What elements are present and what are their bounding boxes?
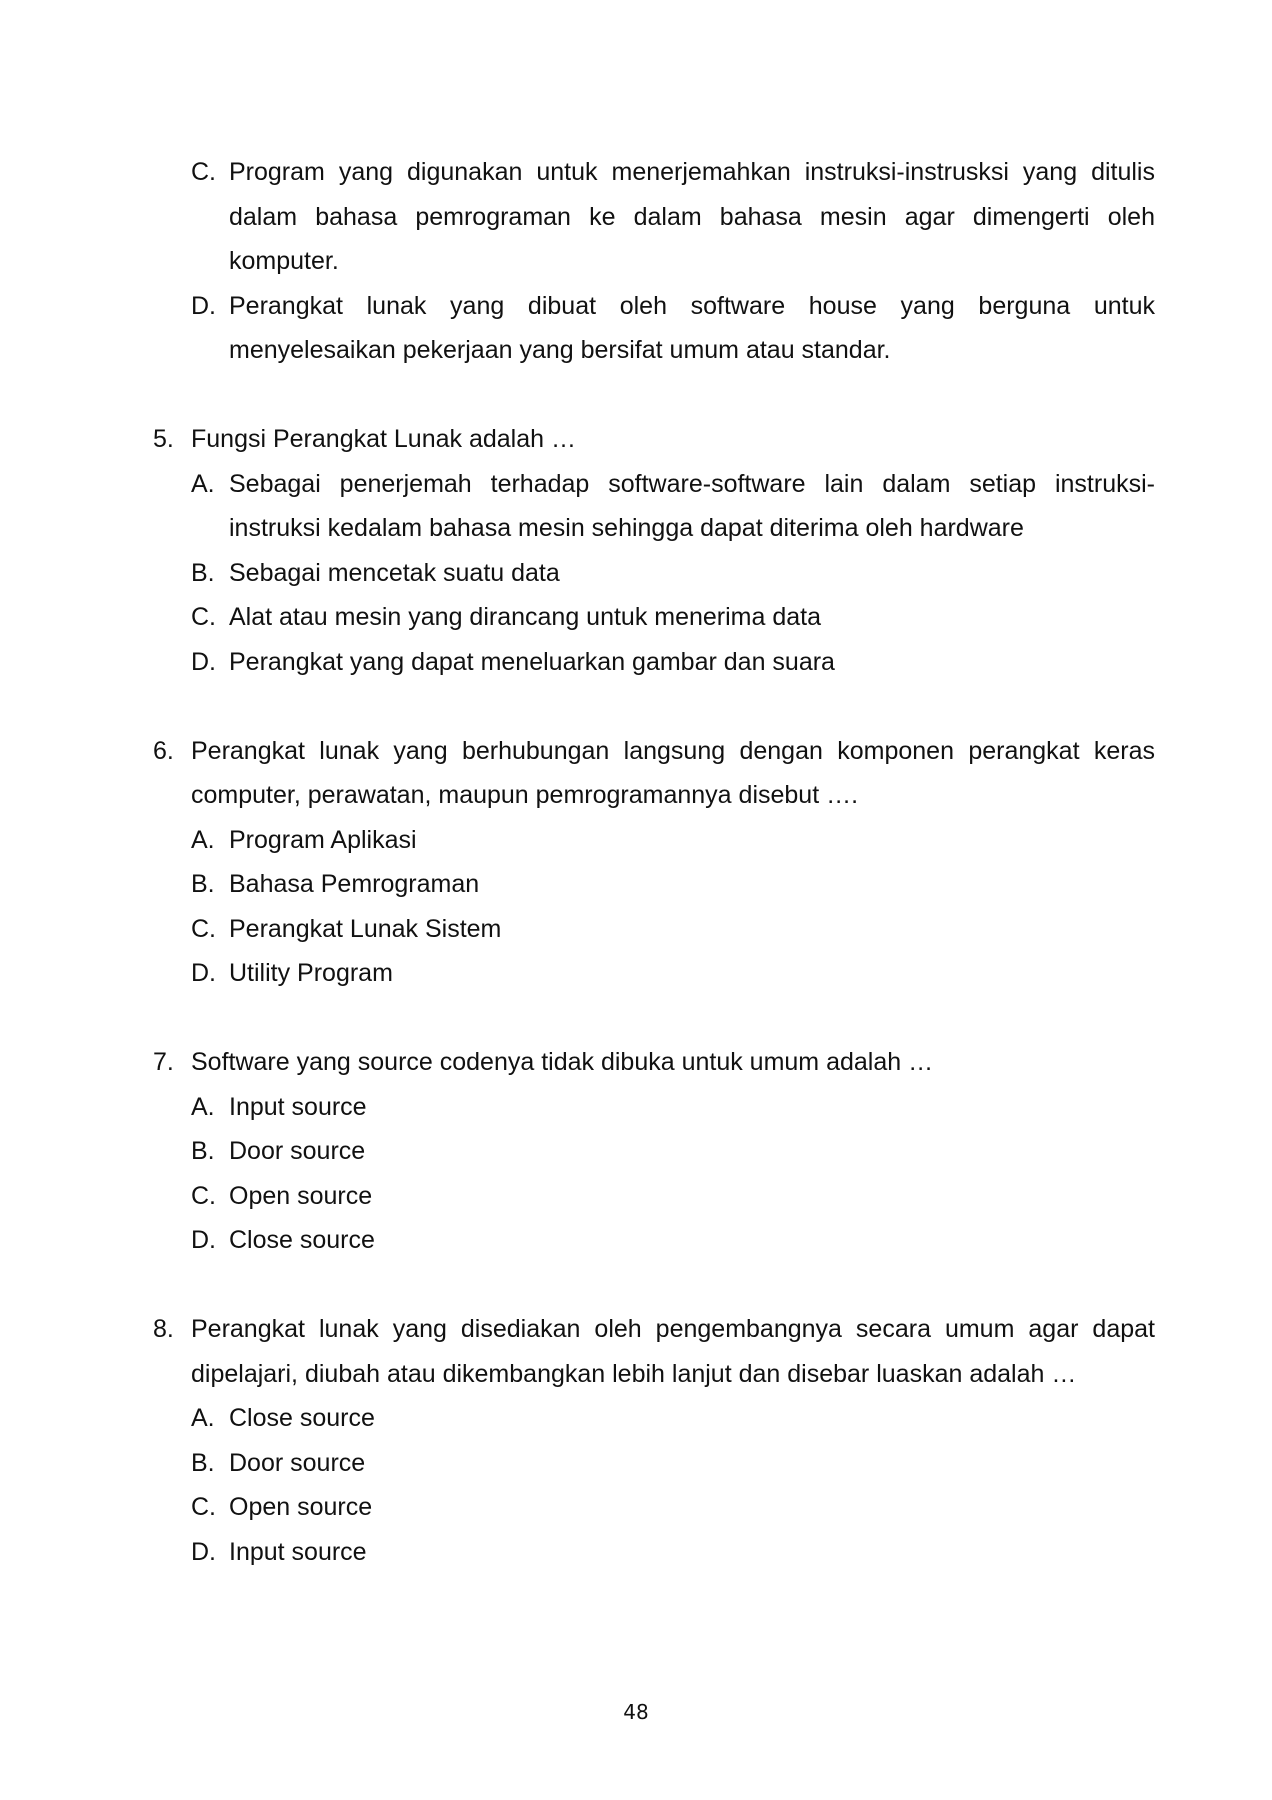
- option-letter: D.: [191, 959, 216, 987]
- option-text: Input source: [229, 1537, 367, 1566]
- question-number: 8.: [153, 1315, 174, 1343]
- question-number: 7.: [153, 1048, 174, 1076]
- option-letter: A.: [191, 1404, 215, 1432]
- question-text: Perangkat lunak yang disediakan oleh pengembangnya secara umum agar dapat dipelajari, diubah atau dikembangkan lebih lanjut dan disebar luaskan adalah …: [191, 1315, 1155, 1388]
- option-prev-d: [153, 284, 1155, 373]
- option-text: Alat atau mesin yang dirancang untuk menerima data: [229, 603, 822, 631]
- option-letter: B.: [191, 1448, 215, 1477]
- option-text: Close source: [229, 1226, 375, 1254]
- option-text: Sebagai mencetak suatu data: [229, 558, 560, 587]
- page-number: 48: [623, 1700, 649, 1724]
- option-8a: [153, 1396, 1155, 1441]
- question-number: 6.: [153, 736, 174, 765]
- option-prev-c: [153, 150, 1155, 284]
- option-letter: D.: [191, 1226, 216, 1254]
- option-letter: C.: [191, 1493, 216, 1521]
- option-text: Input source: [229, 1092, 367, 1121]
- option-letter: C.: [191, 603, 216, 631]
- option-letter: A.: [191, 825, 215, 854]
- question-text: Perangkat lunak yang berhubungan langsung dengan komponen perangkat keras computer, perawatan, maupun pemrogramannya disebut ….: [191, 736, 1155, 809]
- option-text: Open source: [229, 1493, 373, 1521]
- option-text: Open source: [229, 1181, 373, 1210]
- option-8b: [153, 1441, 1155, 1486]
- option-text: Utility Program: [229, 959, 393, 987]
- question-text: Fungsi Perangkat Lunak adalah …: [191, 425, 576, 453]
- page-content: [153, 150, 1155, 1574]
- option-6d: [153, 951, 1155, 996]
- option-5a: [153, 462, 1155, 551]
- option-text: Close source: [229, 1404, 375, 1432]
- option-text: Door source: [229, 1448, 366, 1477]
- question-8: [153, 1307, 1155, 1396]
- option-5c: [153, 595, 1155, 640]
- option-text: Bahasa Pemrograman: [229, 870, 480, 898]
- option-letter: B.: [191, 558, 215, 587]
- option-letter: C.: [191, 1181, 216, 1210]
- question-6: [153, 729, 1155, 818]
- option-letter: A.: [191, 1092, 215, 1121]
- option-letter: C.: [191, 158, 216, 186]
- question-5: [153, 417, 1155, 462]
- option-8d: [153, 1530, 1155, 1575]
- option-6b: [153, 862, 1155, 907]
- option-text: Perangkat Lunak Sistem: [229, 914, 502, 943]
- option-letter: D.: [191, 291, 216, 320]
- option-text: Perangkat yang dapat meneluarkan gambar dan suara: [229, 647, 835, 676]
- option-letter: B.: [191, 870, 215, 898]
- option-5d: [153, 640, 1155, 685]
- option-7c: [153, 1174, 1155, 1219]
- option-8c: [153, 1485, 1155, 1530]
- option-text: Perangkat lunak yang dibuat oleh software house yang berguna untuk menyelesaikan pekerjaan yang bersifat umum atau standar.: [229, 291, 1155, 364]
- option-letter: A.: [191, 469, 215, 498]
- option-letter: D.: [191, 1537, 216, 1566]
- option-7b: [153, 1129, 1155, 1174]
- option-6a: [153, 818, 1155, 863]
- option-7a: [153, 1085, 1155, 1130]
- option-text: Program Aplikasi: [229, 825, 417, 854]
- option-5b: [153, 551, 1155, 596]
- option-letter: C.: [191, 914, 216, 943]
- option-letter: D.: [191, 647, 216, 676]
- option-text: Door source: [229, 1137, 366, 1165]
- option-6c: [153, 907, 1155, 952]
- option-letter: B.: [191, 1137, 215, 1165]
- option-text: Program yang digunakan untuk menerjemahkan instruksi-instrusksi yang ditulis dalam bahasa pemrograman ke dalam bahasa mesin agar dimengerti oleh komputer.: [229, 158, 1155, 275]
- question-number: 5.: [153, 425, 174, 453]
- question-7: [153, 1040, 1155, 1085]
- option-7d: [153, 1218, 1155, 1263]
- option-text: Sebagai penerjemah terhadap software-software lain dalam setiap instruksi-instruksi kedalam bahasa mesin sehingga dapat diterima oleh hardware: [229, 469, 1155, 542]
- question-text: Software yang source codenya tidak dibuka untuk umum adalah …: [191, 1048, 934, 1076]
